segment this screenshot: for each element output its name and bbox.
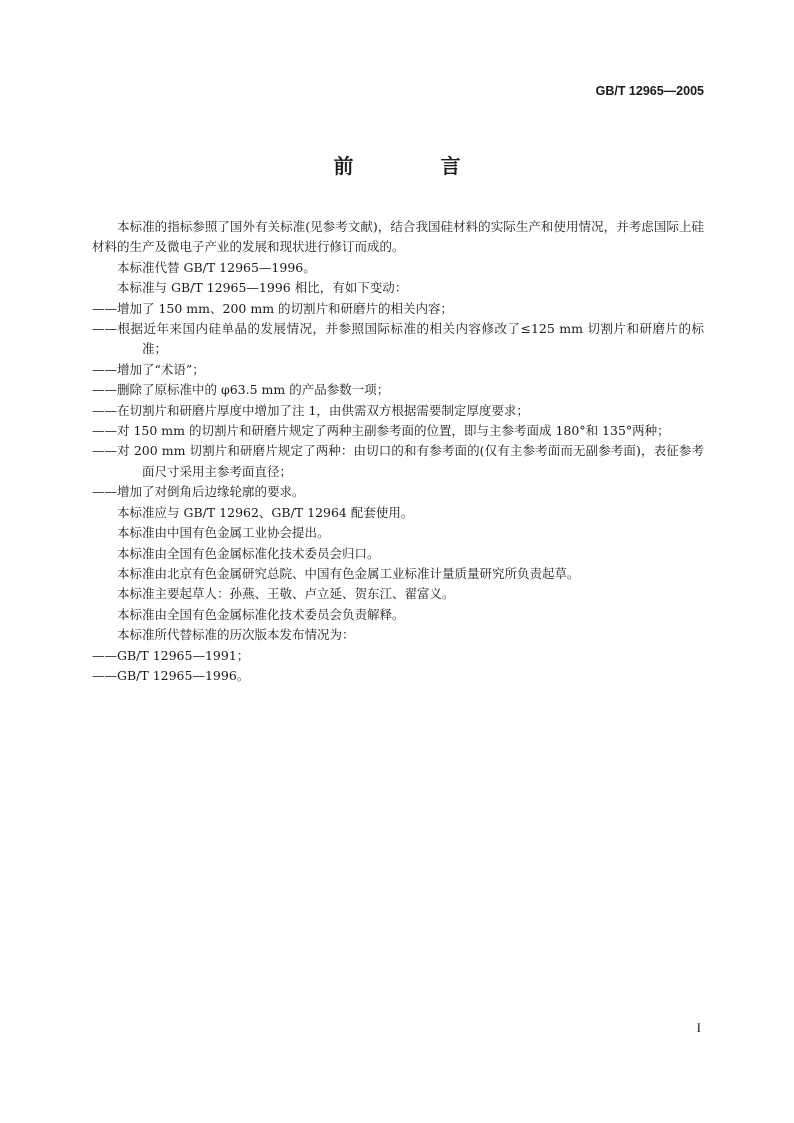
list-item: ——GB/T 12965—1996。 <box>92 667 250 683</box>
list-item: ——在切割片和研磨片厚度中增加了注 1，由供需双方根据需要制定厚度要求； <box>92 402 529 418</box>
paragraph: 本标准由中国有色金属工业协会提出。 <box>117 525 330 541</box>
paragraph: 本标准代替 GB/T 12965—1996。 <box>117 259 316 275</box>
paragraph: 本标准由全国有色金属标准化技术委员会归口。 <box>117 545 380 561</box>
list-item: ——增加了“术语”； <box>92 361 205 377</box>
paragraph: 本标准的指标参照了国外有关标准(见参考文献)，结合我国硅材料的实际生产和使用情况，并考虑国际上硅材料的生产及微电子产业的发展和现状进行修订而成的。 <box>92 219 704 255</box>
list-item: ——删除了原标准中的 φ63.5 mm 的产品参数一项； <box>92 382 390 398</box>
list-item: ——增加了对倒角后边缘轮廓的要求。 <box>92 484 305 500</box>
paragraph: 本标准主要起草人：孙燕、王敬、卢立延、贺东江、翟富义。 <box>117 586 455 602</box>
document-body <box>92 217 704 686</box>
list-item: ——对 150 mm 的切割片和研磨片规定了两种主副参考面的位置，即与主参考面成 180°和 135°两种； <box>92 423 670 439</box>
list-item: ——增加了 150 mm、200 mm 的切割片和研磨片的相关内容； <box>92 300 454 316</box>
list-item: ——对 200 mm 切割片和研磨片规定了两种：由切口的和有参考面的(仅有主参考面而无副参考面)，表征参考面尺寸采用主参考面直径； <box>92 443 704 479</box>
standard-code: GB/T 12965—2005 <box>595 84 704 98</box>
paragraph: 本标准与 GB/T 12965—1996 相比，有如下变动： <box>117 280 408 296</box>
page-number: I <box>696 1020 701 1035</box>
paragraph: 本标准所代替标准的历次版本发布情况为： <box>117 627 355 643</box>
page-title: 前 言 <box>333 154 501 178</box>
list-item: ——根据近年来国内硅单晶的发展情况，并参照国际标准的相关内容修改了≤125 mm 切割片和研磨片的标准； <box>92 321 704 357</box>
paragraph: 本标准由北京有色金属研究总院、中国有色金属工业标准计量质量研究所负责起草。 <box>117 565 580 581</box>
paragraph: 本标准应与 GB/T 12962、GB/T 12964 配套使用。 <box>117 504 414 520</box>
paragraph: 本标准由全国有色金属标准化技术委员会负责解释。 <box>117 606 405 622</box>
list-item: ——GB/T 12965—1991； <box>92 647 250 663</box>
